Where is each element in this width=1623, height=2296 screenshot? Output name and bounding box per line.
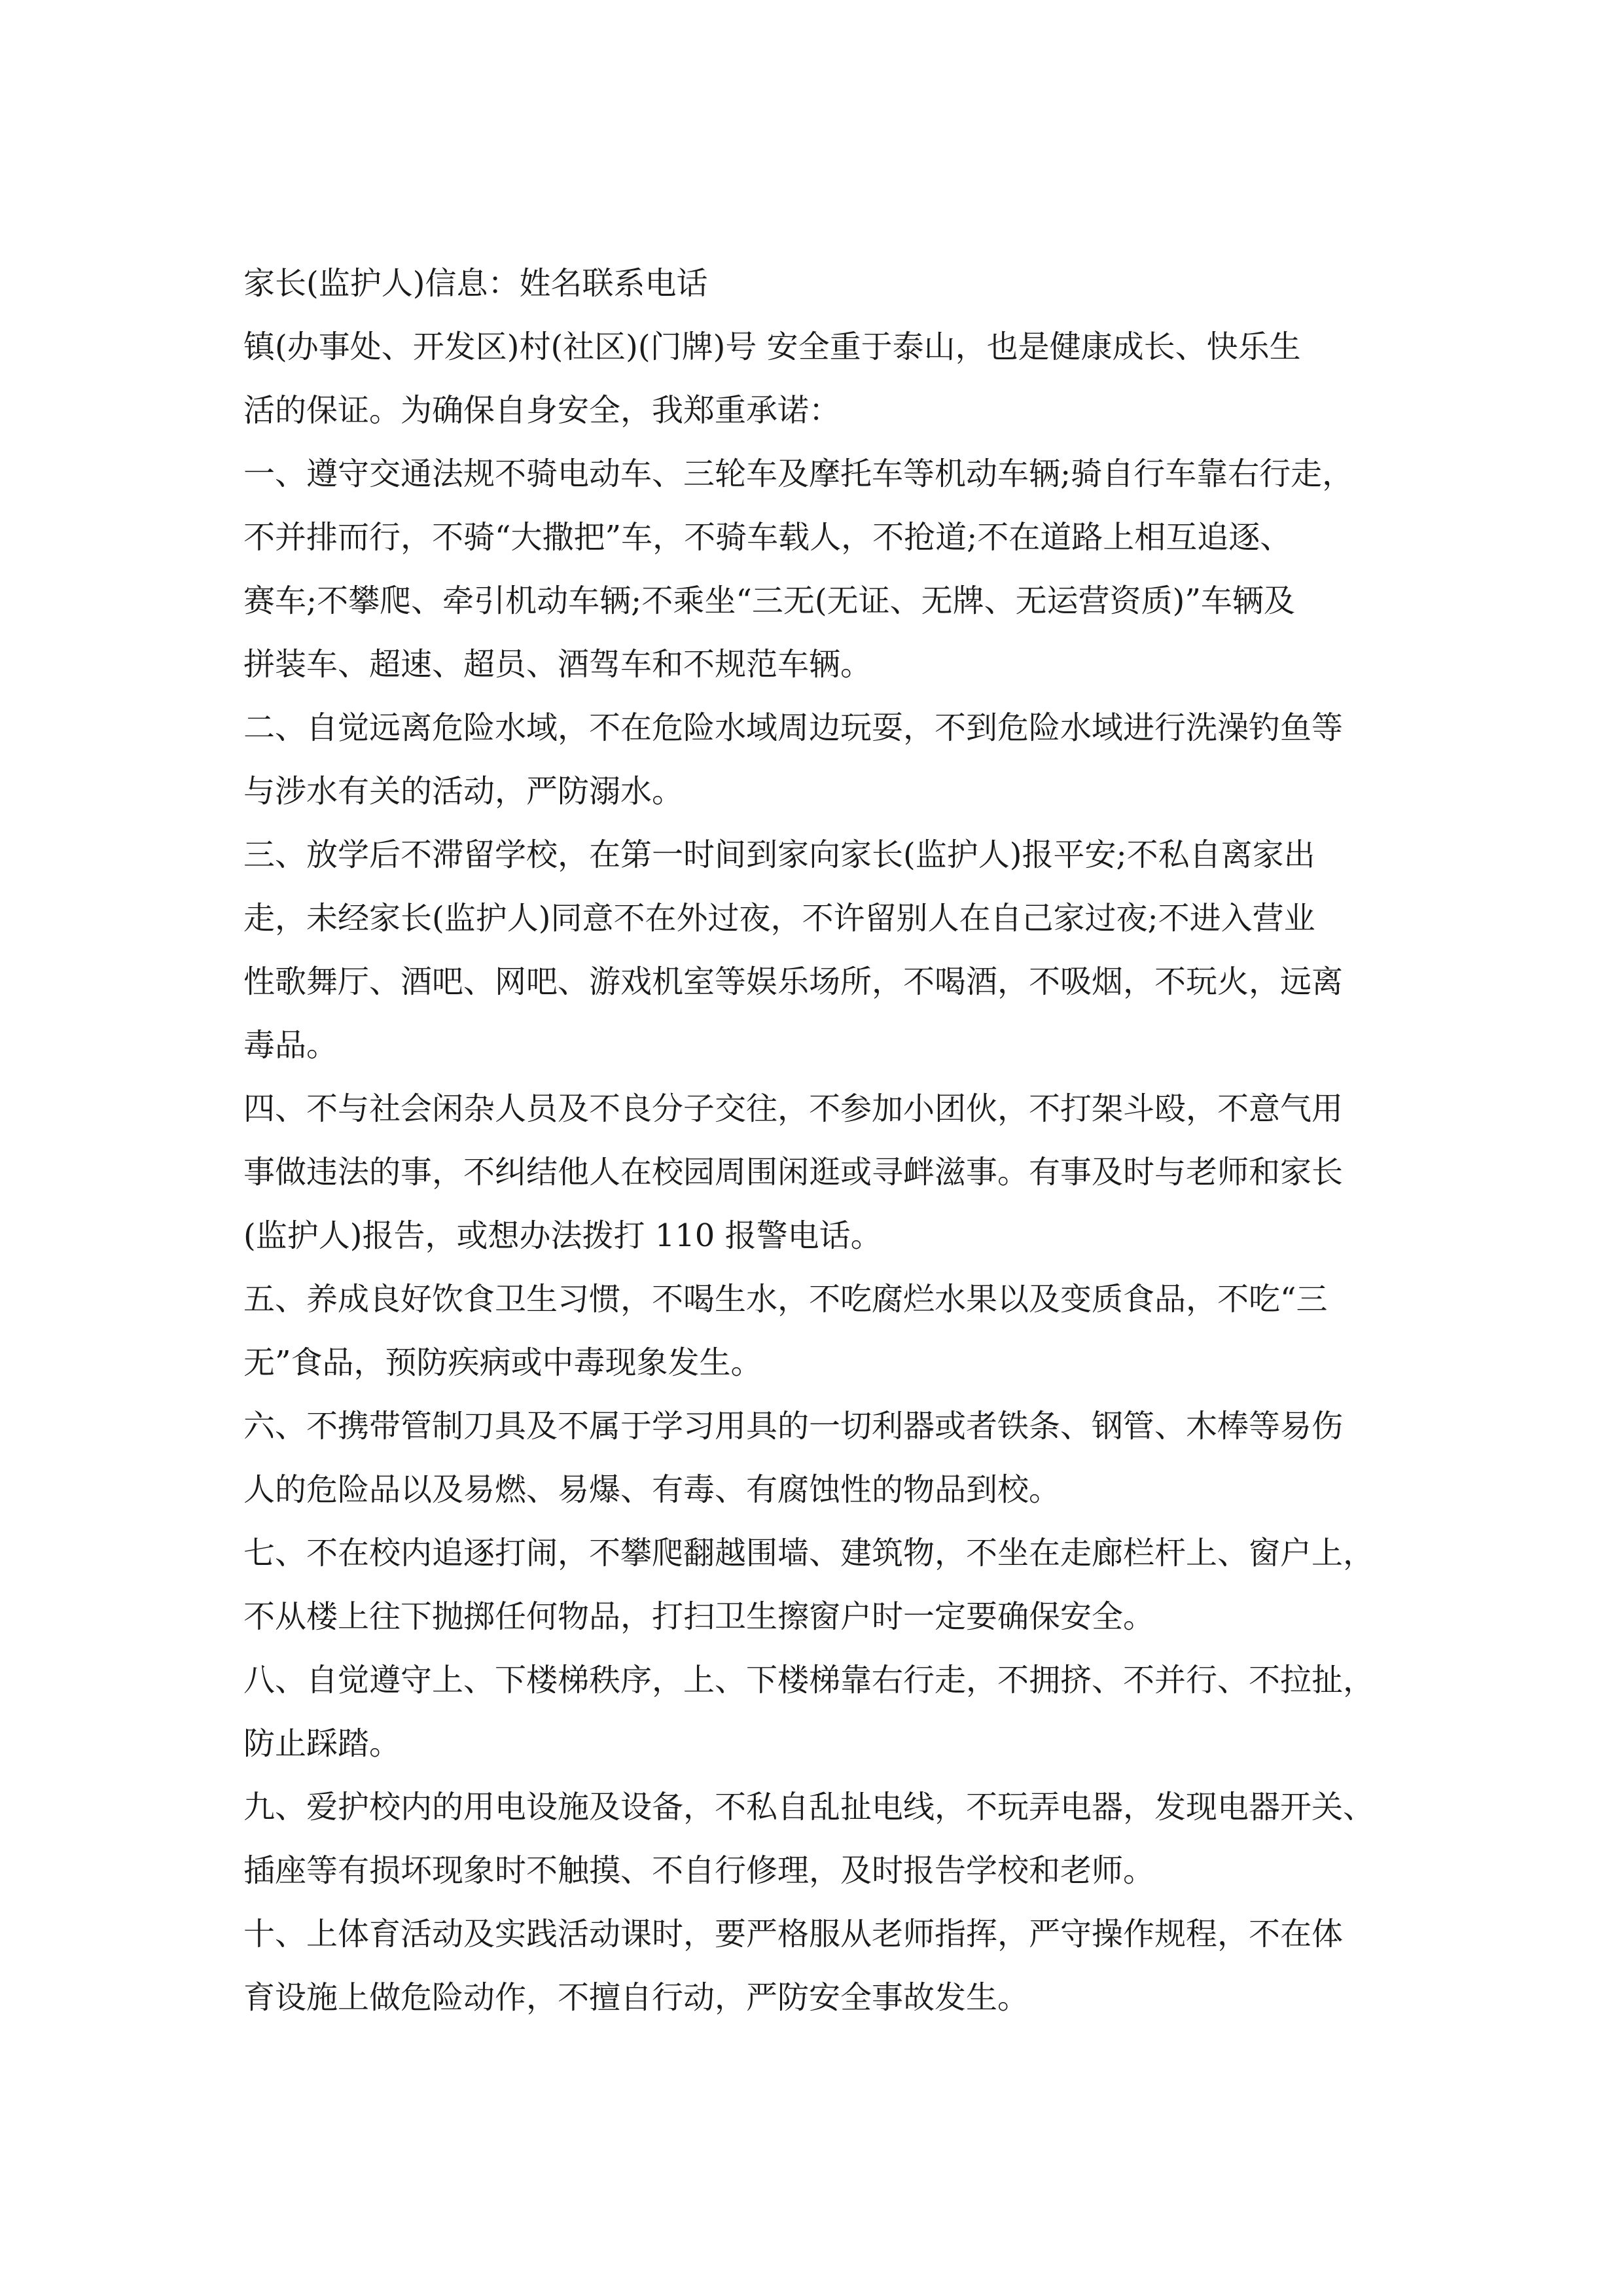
text-line: 事做违法的事，不纠结他人在校园周围闲逛或寻衅滋事。有事及时与老师和家长 xyxy=(243,1154,1344,1191)
text-line: 防止踩踏。 xyxy=(243,1725,401,1762)
text-line: 六、不携带管制刀具及不属于学习用具的一切利器或者铁条、钢管、木棒等易伤 xyxy=(243,1408,1344,1444)
text-line: 家长(监护人)信息：姓名联系电话 xyxy=(243,265,708,302)
text-line: 十、上体育活动及实践活动课时，要严格服从老师指挥，严守操作规程，不在体 xyxy=(243,1916,1344,1952)
text-line: 三、放学后不滞留学校，在第一时间到家向家长(监护人)报平安;不私自离家出 xyxy=(243,836,1315,873)
pledge-item-2 xyxy=(243,696,1395,823)
pledge-item-7 xyxy=(243,1522,1395,1649)
text-line: 赛车;不攀爬、牵引机动车辆;不乘坐“三无(无证、无牌、无运营资质)”车辆及 xyxy=(243,583,1295,619)
text-line: 育设施上做危险动作，不擅自行动，严防安全事故发生。 xyxy=(243,1979,1029,2016)
text-line: 九、爱护校内的用电设施及设备，不私自乱扯电线，不玩弄电器，发现电器开关、 xyxy=(243,1789,1375,1825)
text-line: 与涉水有关的活动，严防溺水。 xyxy=(243,773,684,810)
pledge-item-8 xyxy=(243,1649,1395,1776)
guardian-info-paragraph xyxy=(243,252,1395,315)
text-line: 走，未经家长(监护人)同意不在外过夜，不许留别人在自己家过夜;不进入营业 xyxy=(243,900,1315,937)
text-line: 人的危险品以及易燃、易爆、有毒、有腐蚀性的物品到校。 xyxy=(243,1471,1061,1508)
pledge-item-1 xyxy=(243,442,1395,696)
text-line: (监护人)报告，或想办法拨打 110 报警电话。 xyxy=(243,1217,882,1254)
text-line: 七、不在校内追逐打闹，不攀爬翻越围墙、建筑物，不坐在走廊栏杆上、窗户上， xyxy=(243,1535,1375,1571)
text-line: 镇(办事处、开发区)村(社区)(门牌)号 安全重于泰山，也是健康成长、快乐生 xyxy=(243,329,1301,365)
text-line: 四、不与社会闲杂人员及不良分子交往，不参加小团伙，不打架斗殴，不意气用 xyxy=(243,1090,1344,1127)
text-line: 八、自觉遵守上、下楼梯秩序，上、下楼梯靠右行走，不拥挤、不并行、不拉扯， xyxy=(243,1662,1375,1698)
address-pledge-paragraph xyxy=(243,315,1395,442)
text-line: 不并排而行，不骑“大撒把”车，不骑车载人，不抢道;不在道路上相互追逐、 xyxy=(243,519,1292,556)
text-line: 拼装车、超速、超员、酒驾车和不规范车辆。 xyxy=(243,646,872,683)
pledge-item-5 xyxy=(243,1268,1395,1395)
text-line: 二、自觉远离危险水域，不在危险水域周边玩耍，不到危险水域进行洗澡钓鱼等 xyxy=(243,709,1344,746)
text-line: 毒品。 xyxy=(243,1027,338,1064)
pledge-item-3 xyxy=(243,823,1395,1077)
pledge-item-4 xyxy=(243,1077,1395,1268)
text-line: 五、养成良好饮食卫生习惯，不喝生水，不吃腐烂水果以及变质食品，不吃“三 xyxy=(243,1281,1328,1318)
text-line: 不从楼上往下抛掷任何物品，打扫卫生擦窗户时一定要确保安全。 xyxy=(243,1598,1155,1635)
document-body xyxy=(243,252,1395,2030)
text-line: 活的保证。为确保自身安全，我郑重承诺： xyxy=(243,392,841,429)
text-line: 一、遵守交通法规不骑电动车、三轮车及摩托车等机动车辆;骑自行车靠右行走， xyxy=(243,456,1354,492)
pledge-item-9 xyxy=(243,1776,1395,1903)
pledge-item-10 xyxy=(243,1903,1395,2030)
text-line: 性歌舞厅、酒吧、网吧、游戏机室等娱乐场所，不喝酒，不吸烟，不玩火，远离 xyxy=(243,963,1344,1000)
pledge-item-6 xyxy=(243,1395,1395,1522)
text-line: 插座等有损坏现象时不触摸、不自行修理，及时报告学校和老师。 xyxy=(243,1852,1155,1889)
text-line: 无”食品，预防疾病或中毒现象发生。 xyxy=(243,1344,762,1381)
